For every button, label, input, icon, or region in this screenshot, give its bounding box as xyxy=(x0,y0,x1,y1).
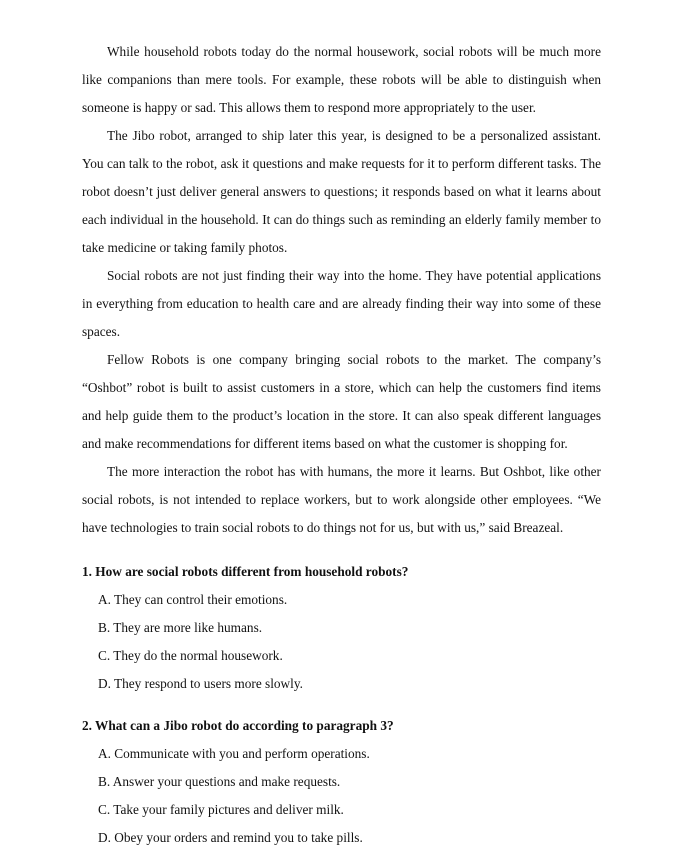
question-1-option-c: C. They do the normal housework. xyxy=(98,648,283,663)
passage-paragraph-3: Social robots are not just finding their way into the home. They have potential applications in everything from education to health care and are already finding their way into some of these spaces. xyxy=(82,268,601,339)
question-2-option-c: C. Take your family pictures and deliver milk. xyxy=(98,802,344,817)
question-2-option-a: A. Communicate with you and perform operations. xyxy=(98,746,370,761)
question-1-option-d: D. They respond to users more slowly. xyxy=(98,676,303,691)
question-1-prompt: 1. How are social robots different from household robots? xyxy=(82,564,409,579)
passage-paragraph-2: The Jibo robot, arranged to ship later this year, is designed to be a personalized assistant. You can talk to the robot, ask it questions and make requests for it to perform different tasks. The robot doesn’t just deliver general answers to questions; it responds based on what it learns about each individual in the household. It can do things such as reminding an elderly family member to take medicine or taking family photos. xyxy=(82,128,601,255)
question-1-option-b: B. They are more like humans. xyxy=(98,620,263,635)
passage-paragraph-4: Fellow Robots is one company bringing social robots to the market. The company’s “Oshbot” robot is built to assist customers in a store, which can help the customers find items and help guide them to the product’s location in the store. It can also speak different languages and make recommendations for different items based on what the customer is shopping for. xyxy=(82,352,601,451)
question-2-option-b: B. Answer your questions and make requests. xyxy=(98,774,341,789)
passage-paragraph-5: The more interaction the robot has with humans, the more it learns. But Oshbot, like other social robots, is not intended to replace workers, but to work alongside other employees. “We have technologies to train social robots to do things not for us, but with us,” said Breazeal. xyxy=(82,464,601,535)
question-2-prompt: 2. What can a Jibo robot do according to paragraph 3? xyxy=(82,718,394,733)
question-2-option-d: D. Obey your orders and remind you to take pills. xyxy=(98,830,363,845)
passage-paragraph-1: While household robots today do the normal housework, social robots will be much more like companions than mere tools. For example, these robots will be able to distinguish when someone is happy or sad. This allows them to respond more appropriately to the user. xyxy=(82,44,601,115)
question-1-option-a: A. They can control their emotions. xyxy=(98,592,288,607)
